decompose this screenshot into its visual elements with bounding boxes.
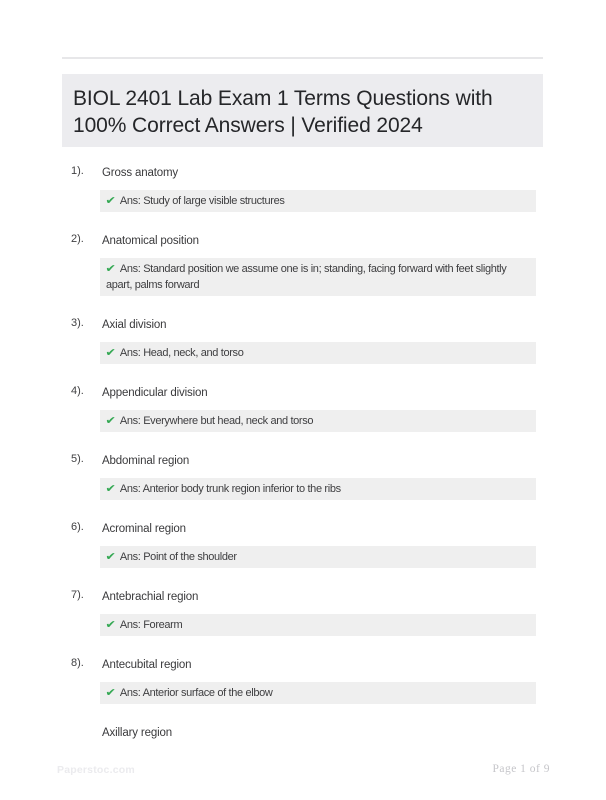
answer-text: Ans: Forearm <box>119 619 183 631</box>
list-item <box>62 234 543 296</box>
term-list <box>62 166 543 763</box>
term-label: Gross anatomy <box>102 167 179 179</box>
term-label: Acrominal region <box>102 523 186 535</box>
page-title: BIOL 2401 Lab Exam 1 Terms Questions with 100% Correct Answers | Verified 2024 <box>73 87 493 137</box>
answer-text: Ans: Head, neck, and torso <box>119 347 244 359</box>
answer-text: Ans: Study of large visible structures <box>119 195 285 207</box>
page-indicator: Page 1 of 9 <box>492 763 550 775</box>
item-number: 2). <box>71 233 84 245</box>
answer-box <box>100 342 536 364</box>
answer-box <box>100 410 536 432</box>
term-label: Appendicular division <box>102 387 208 399</box>
term-label: Abdominal region <box>102 455 190 467</box>
answer-text: Ans: Anterior body trunk region inferior to the ribs <box>119 483 341 495</box>
list-item <box>62 386 543 432</box>
term-label: Anatomical position <box>102 235 199 247</box>
check-icon: ✔ <box>105 687 116 699</box>
answer-text: Ans: Anterior surface of the elbow <box>119 687 273 699</box>
item-number: 4). <box>71 385 84 397</box>
list-item <box>62 166 543 212</box>
item-number: 1). <box>71 165 84 177</box>
answer-box <box>100 190 536 212</box>
check-icon: ✔ <box>105 263 116 275</box>
term-label: Axial division <box>102 319 167 331</box>
answer-text: Ans: Standard position we assume one is in; standing, facing forward with feet slightly apart, palms forward <box>106 263 507 291</box>
item-number: 3). <box>71 317 84 329</box>
list-item <box>62 522 543 568</box>
answer-box <box>100 478 536 500</box>
list-item <box>62 658 543 704</box>
check-icon: ✔ <box>105 415 116 427</box>
watermark: Paperstoc.com <box>57 764 135 776</box>
answer-box <box>100 614 536 636</box>
check-icon: ✔ <box>105 347 116 359</box>
check-icon: ✔ <box>105 619 116 631</box>
term-label: Antebrachial region <box>102 591 199 603</box>
answer-text: Ans: Point of the shoulder <box>119 551 237 563</box>
check-icon: ✔ <box>105 195 116 207</box>
answer-box <box>100 258 536 296</box>
list-item <box>62 454 543 500</box>
item-number: 6). <box>71 521 84 533</box>
item-number: 7). <box>71 589 84 601</box>
answer-box <box>100 682 536 704</box>
answer-box <box>100 546 536 568</box>
answer-text: Ans: Everywhere but head, neck and torso <box>119 415 314 427</box>
list-item <box>62 726 543 741</box>
term-label: Antecubital region <box>102 659 192 671</box>
item-number: 8). <box>71 657 84 669</box>
check-icon: ✔ <box>105 483 116 495</box>
item-number: 5). <box>71 453 84 465</box>
check-icon: ✔ <box>105 551 116 563</box>
list-item <box>62 590 543 636</box>
title-banner <box>62 74 543 147</box>
term-label: Axillary region <box>102 727 172 739</box>
list-item <box>62 318 543 364</box>
top-divider <box>62 57 543 59</box>
